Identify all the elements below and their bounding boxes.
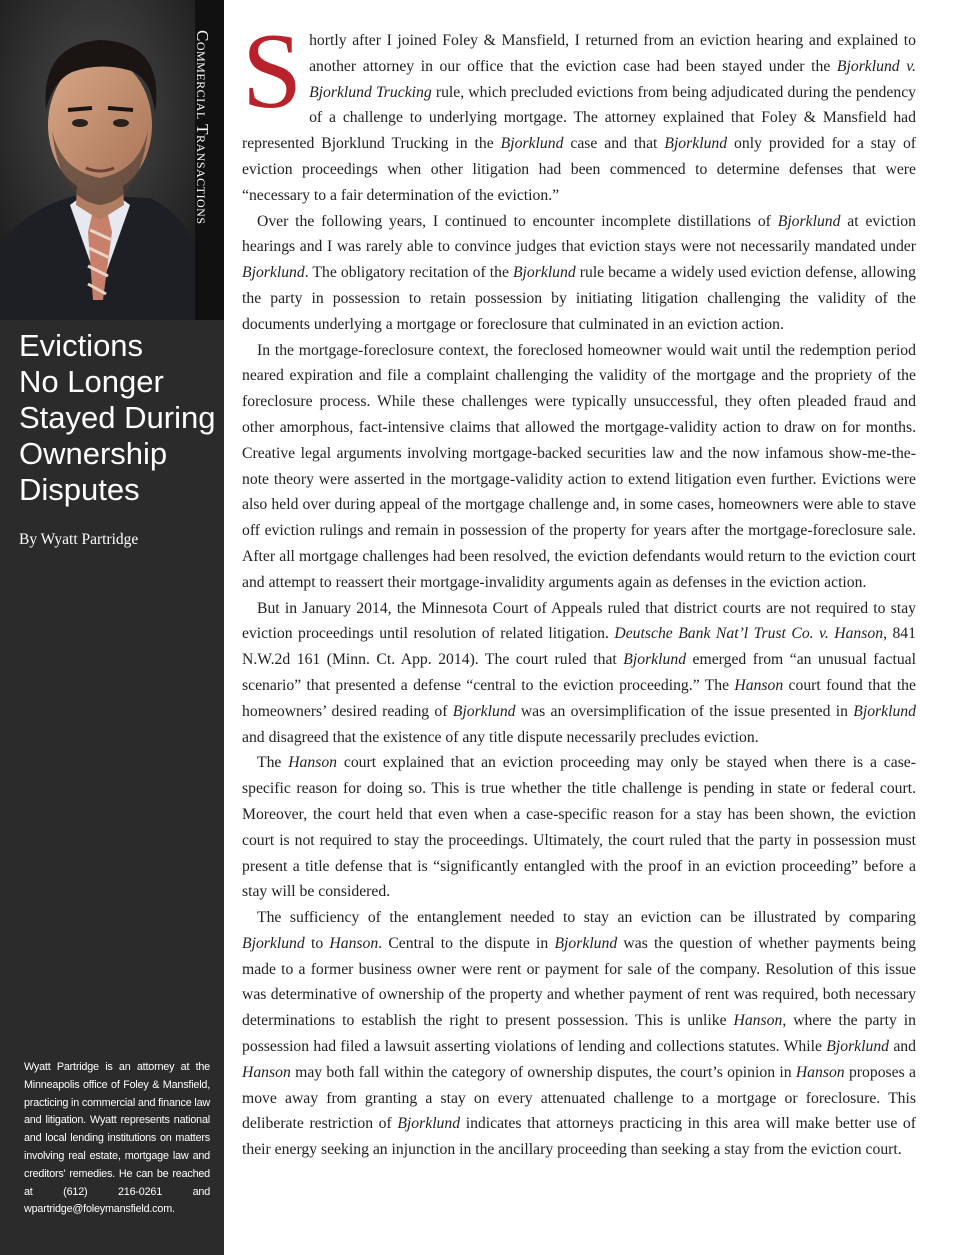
case-name: Hanson [733, 1012, 783, 1030]
case-name: Hanson [288, 754, 338, 772]
case-name: Hanson [329, 934, 379, 952]
text-run: and [889, 1038, 916, 1056]
text-run: hortly after I joined Foley & Mansfield, I returned from an eviction hearing and explained to another attorney in our office that the eviction case had been stayed under the [309, 32, 916, 75]
article-title [19, 328, 219, 508]
text-run: rule, which precluded evictions from being adjudicated during the pendency of a challenge to underlying mortgage. The attorney explained that Foley & Mansfield had represented Bjorklund Trucking in the [242, 83, 916, 153]
case-name: Bjorklund [242, 934, 305, 952]
case-name: Bjorklund [242, 264, 305, 282]
text-run: indicates that attorneys practicing in this area will make better use of their energy seeking an injunction in the ancillary proceeding than seeking a stay from the eviction court. [242, 1115, 916, 1159]
paragraph [242, 596, 916, 751]
text-run: . Central to the dispute in [378, 934, 555, 952]
text-run: may both fall within the category of ownership disputes, the court’s opinion in [290, 1063, 796, 1081]
case-name: Bjorklund [664, 135, 728, 153]
case-name: Hanson [242, 1063, 291, 1081]
paragraph [242, 905, 916, 1163]
case-name: Bjorklund [452, 702, 516, 720]
text-run: was an oversimplification of the issue presented in [515, 702, 854, 720]
text-run: But in January 2014, the Minnesota Court of Appeals ruled that district courts are not required to stay eviction proceedings until resolution of related litigation. [242, 599, 916, 643]
text-run: , where the party in possession had filed a lawsuit asserting violations of lending and collections statutes. While [242, 1012, 916, 1056]
case-name: Hanson [734, 676, 784, 694]
paragraph [242, 750, 916, 905]
case-name: Bjorklund [623, 651, 687, 669]
text-run: Over the following years, I continued to encounter incomplete distillations of [257, 212, 778, 230]
text-run: , 841 N.W.2d 161 (Minn. Ct. App. 2014). The court ruled that [242, 625, 916, 669]
author-photo [0, 0, 195, 320]
title-line: No Longer [19, 364, 164, 399]
title-line: Stayed During [19, 400, 216, 435]
section-label: Commercial Transactions [193, 30, 212, 225]
text-run: court found that the homeowners’ desired reading of [242, 676, 916, 720]
case-name: Bjorklund [777, 212, 841, 230]
text-run: The [257, 754, 289, 772]
text-run: to [304, 934, 330, 952]
text-run: emerged from “an unusual factual scenario” that presented a defense “central to the eviction proceeding.” The [242, 651, 916, 694]
case-name: Bjorklund [500, 135, 564, 153]
title-line: Evictions [19, 328, 144, 363]
title-line: Disputes [19, 472, 140, 507]
text-run: at eviction hearings and I was rarely able to convince judges that eviction stays were not necessarily mandated under [242, 212, 916, 256]
text-run: and disagreed that the existence of any title dispute necessarily precludes eviction. [242, 728, 759, 746]
text-run: was the question of whether payments being made to a former business owner were rent or payment for sale of the company. Resolution of this issue was determinative of ownership of the property and whether payment of rent was required, both necessary determinations to establish the right to present possession. This is unlike [242, 934, 917, 1030]
text-run: case and that [563, 135, 665, 153]
case-name: Bjorklund [512, 264, 576, 282]
case-name: Hanson [795, 1063, 845, 1081]
article-body [242, 12, 917, 1163]
byline: By Wyatt Partridge [19, 531, 139, 548]
text-run: proposes a move away from granting a stay on every attenuated challenge to a mortgage or foreclosure. This deliberate restriction of [242, 1063, 916, 1133]
case-name: Bjorklund [853, 702, 916, 720]
title-line: Ownership [19, 436, 168, 471]
text-run: . The obligatory recitation of the [304, 264, 513, 282]
case-name: Bjorklund v. Bjorklund Trucking [309, 57, 916, 101]
drop-cap: S [242, 12, 303, 131]
text-run: only provided for a stay of eviction proceedings when other litigation had been commenced to determine defenses that were “necessary to a fair determination of the eviction.” [242, 135, 917, 204]
paragraph [242, 209, 916, 338]
case-name: Bjorklund [397, 1115, 461, 1133]
text-run: In the mortgage-foreclosure context, the foreclosed homeowner would wait until the redemption period neared expiration and file a complaint challenging the validity of the mortgage and the propriety of the foreclosure process. While these challenges were typically unsuccessful, they often pleaded fraud and other amorphous, fact-intensive claims that allowed the mortgage-validity action to draw on for months. Creative legal arguments involving mortgage-backed securities law and the now infamous show-me-the-note theory were asserted in the mortgage-validity action to extend litigation even further. Evictions were also held over during appeal of the mortgage challenge and, in some cases, homeowners were able to stave off eviction rulings and remain in possession of the property for years after the mortgage-foreclosure sale. After all mortgage challenges had been resolved, the eviction defendants would return to the eviction court and attempt to reassert their mortgage-invalidity arguments again as defenses in the eviction action. [242, 341, 916, 591]
paragraph [242, 12, 917, 209]
paragraph [242, 338, 916, 596]
sidebar [0, 0, 224, 1255]
text-run: rule became a widely used eviction defense, allowing the party in possession to retain possession by initiating litigation challenging the validity of the documents underlying a mortgage or foreclosure that culminated in an eviction action. [242, 264, 916, 333]
author-bio: Wyatt Partridge is an attorney at the Minneapolis office of Foley & Mansfield, practicing in commercial and finance law and litigation. Wyatt represents national and local lending institutions on matters involving real estate, mortgage law and creditors' remedies. He can be reached at (612) 216-0261 and wpartridge@foleymansfield.com. [24, 1061, 210, 1216]
text-run: The sufficiency of the entanglement needed to stay an eviction can be illustrated by comparing [257, 909, 916, 927]
case-name: Bjorklund [554, 934, 618, 952]
case-name: Deutsche Bank Nat’l Trust Co. v. Hanson [614, 625, 884, 643]
text-run: court explained that an eviction proceeding may only be stayed when there is a case-specific reason for doing so. This is true whether the title challenge is pending in state or federal court. Moreover, the court held that even when a case-specific reason for a stay has been shown, the eviction court is not required to stay the proceedings. Ultimately, the court ruled that the party in possession must present a title defense that is “significantly entangled with the proof in an eviction proceeding” before a stay will be considered. [242, 754, 916, 901]
case-name: Bjorklund [826, 1038, 890, 1056]
author-portrait-icon [0, 0, 195, 320]
